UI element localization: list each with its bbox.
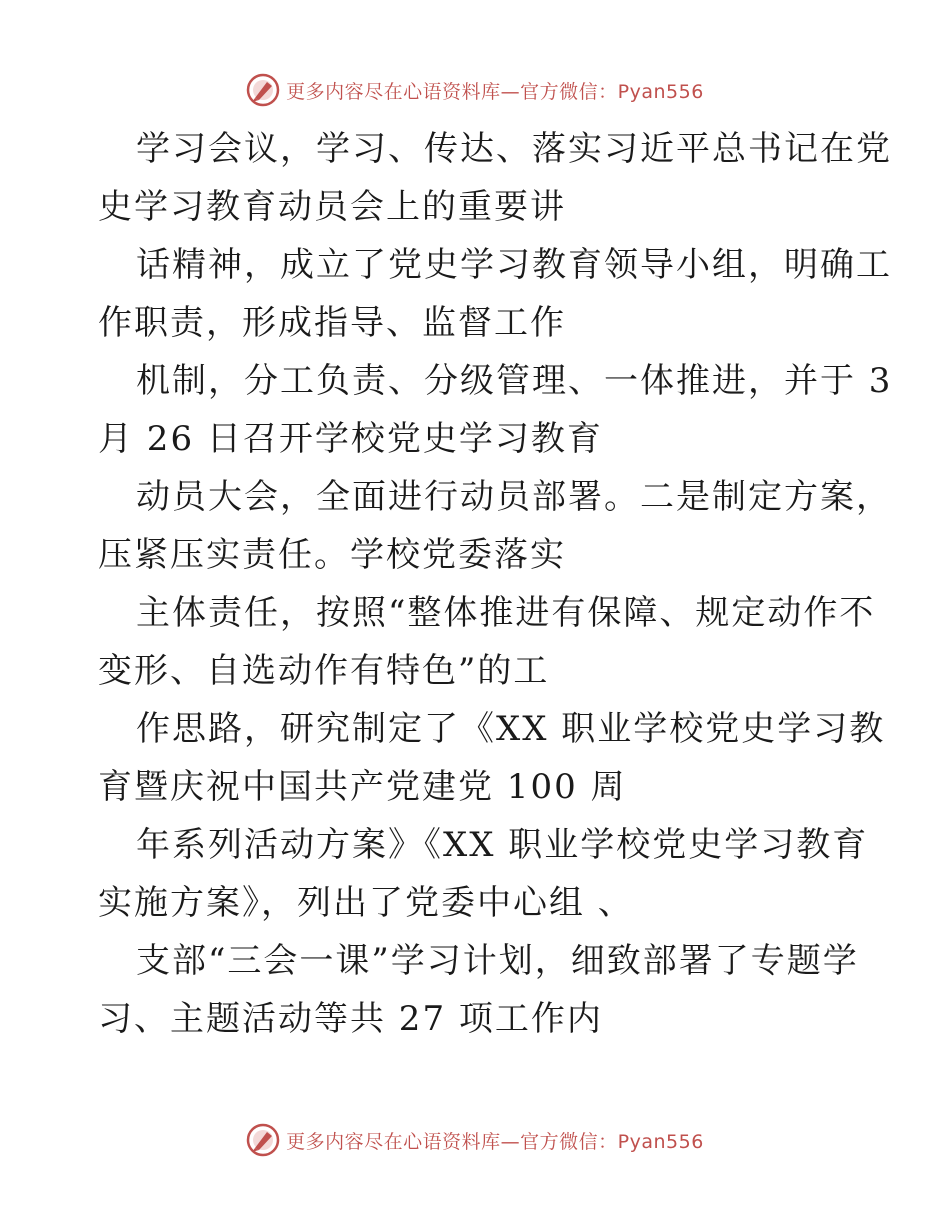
text-line: 主体责任，按照“整体推进有保障、规定动作不 xyxy=(136,593,876,633)
paragraph xyxy=(98,584,876,700)
paragraph xyxy=(98,932,858,1048)
text-line: 动员大会，全面进行动员部署。二是制定方案， xyxy=(136,477,892,517)
text-line: 习、主题活动等共 27 项工作内 xyxy=(98,999,603,1039)
page-footer-banner xyxy=(0,1120,950,1160)
text-line: 年系列活动方案》《XX 职业学校党史学习教育 xyxy=(136,825,869,865)
text-line: 机制，分工负责、分级管理、一体推进，并于 3 xyxy=(136,361,893,401)
paragraph xyxy=(98,816,869,932)
paragraph xyxy=(98,236,892,352)
text-line: 学习会议，学习、传达、落实习近平总书记在党 xyxy=(136,129,892,169)
pen-nib-logo-icon xyxy=(246,1123,280,1157)
paragraph xyxy=(98,120,892,236)
text-line: 话精神，成立了党史学习教育领导小组，明确工 xyxy=(136,245,892,285)
header-banner-text: 更多内容尽在心语资料库—官方微信：Pyan556 xyxy=(286,80,704,103)
document-body xyxy=(98,120,893,1048)
pen-nib-logo-icon xyxy=(246,73,280,107)
page-header-banner xyxy=(0,70,950,110)
text-line: 变形、自选动作有特色”的工 xyxy=(98,651,550,691)
paragraph xyxy=(98,352,893,468)
text-line: 实施方案》，列出了党委中心组 、 xyxy=(98,883,634,923)
paragraph xyxy=(98,700,886,816)
text-line: 支部“三会一课”学习计划，细致部署了专题学 xyxy=(136,941,859,981)
footer-watermark xyxy=(246,1123,704,1157)
text-line: 月 26 日召开学校党史学习教育 xyxy=(98,419,603,459)
text-line: 史学习教育动员会上的重要讲 xyxy=(98,187,566,227)
text-line: 育暨庆祝中国共产党建党 100 周 xyxy=(98,767,627,807)
text-line: 作职责，形成指导、监督工作 xyxy=(98,303,566,343)
footer-banner-text: 更多内容尽在心语资料库—官方微信：Pyan556 xyxy=(286,1130,704,1153)
text-line: 压紧压实责任。学校党委落实 xyxy=(98,535,566,575)
text-line: 作思路，研究制定了《XX 职业学校党史学习教 xyxy=(136,709,886,749)
header-watermark xyxy=(246,73,704,107)
paragraph xyxy=(98,468,892,584)
